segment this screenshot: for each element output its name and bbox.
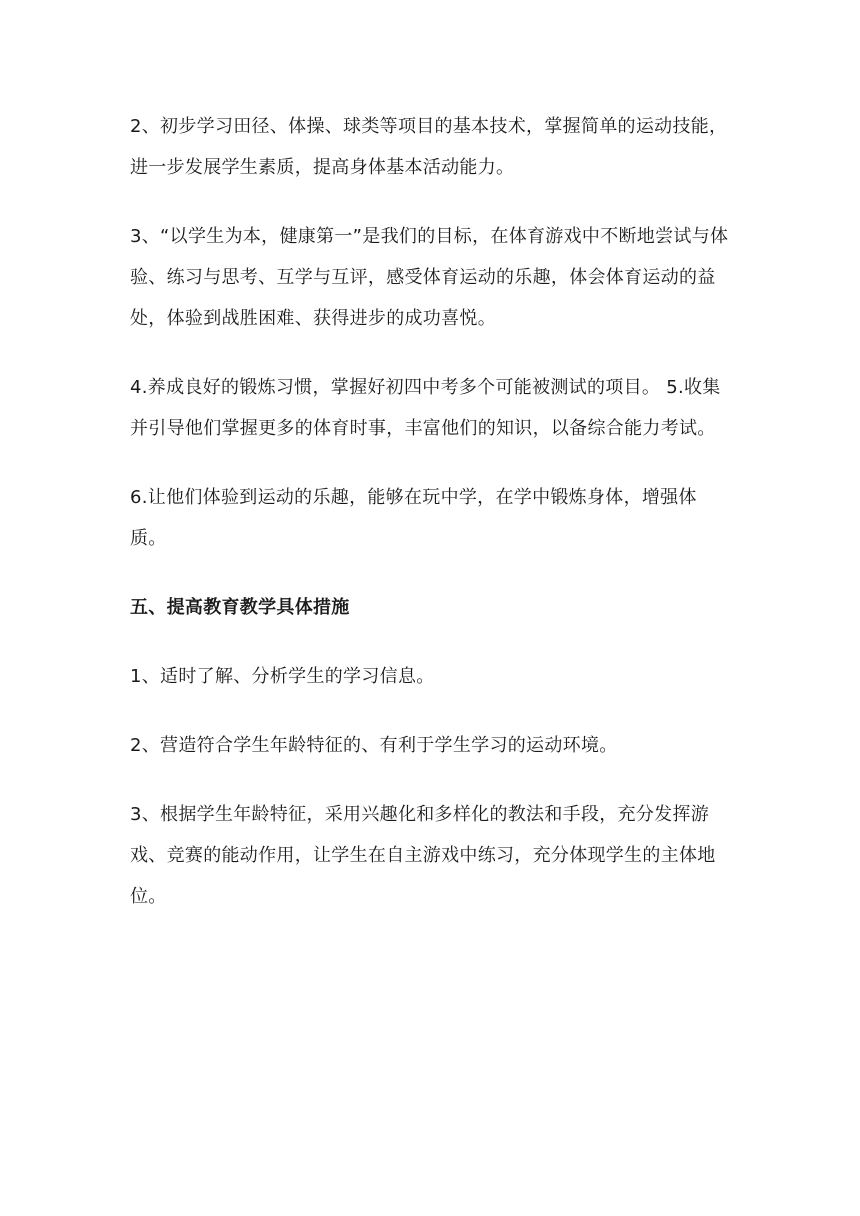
paragraph-goal-4-5: 4.养成良好的锻炼习惯，掌握好初四中考多个可能被测试的项目。 5.收集并引导他们掌握更多的体育时事，丰富他们的知识，以备综合能力考试。 — [130, 377, 721, 439]
paragraph-goal-6: 6.让他们体验到运动的乐趣，能够在玩中学，在学中锻炼身体，增强体质。 — [130, 487, 697, 549]
measure-item-3: 3、根据学生年龄特征，采用兴趣化和多样化的教法和手段，充分发挥游戏、竞赛的能动作用，让学生在自主游戏中练习，充分体现学生的主体地位。 — [130, 804, 716, 907]
paragraph-goal-2: 2、初步学习田径、体操、球类等项目的基本技术，掌握简单的运动技能，进一步发展学生素质，提高身体基本活动能力。 — [130, 116, 728, 178]
measure-item-2: 2、营造符合学生年龄特征的、有利于学生学习的运动环境。 — [130, 735, 618, 756]
section-heading: 五、提高教育教学具体措施 — [130, 597, 350, 618]
document-page — [130, 106, 730, 945]
measure-item-1: 1、适时了解、分析学生的学习信息。 — [130, 666, 435, 687]
paragraph-goal-3: 3、“以学生为本，健康第一”是我们的目标，在体育游戏中不断地尝试与体验、练习与思考、互学与互评，感受体育运动的乐趣，体会体育运动的益处，体验到战胜困难、获得进步的成功喜悦。 — [130, 226, 729, 329]
